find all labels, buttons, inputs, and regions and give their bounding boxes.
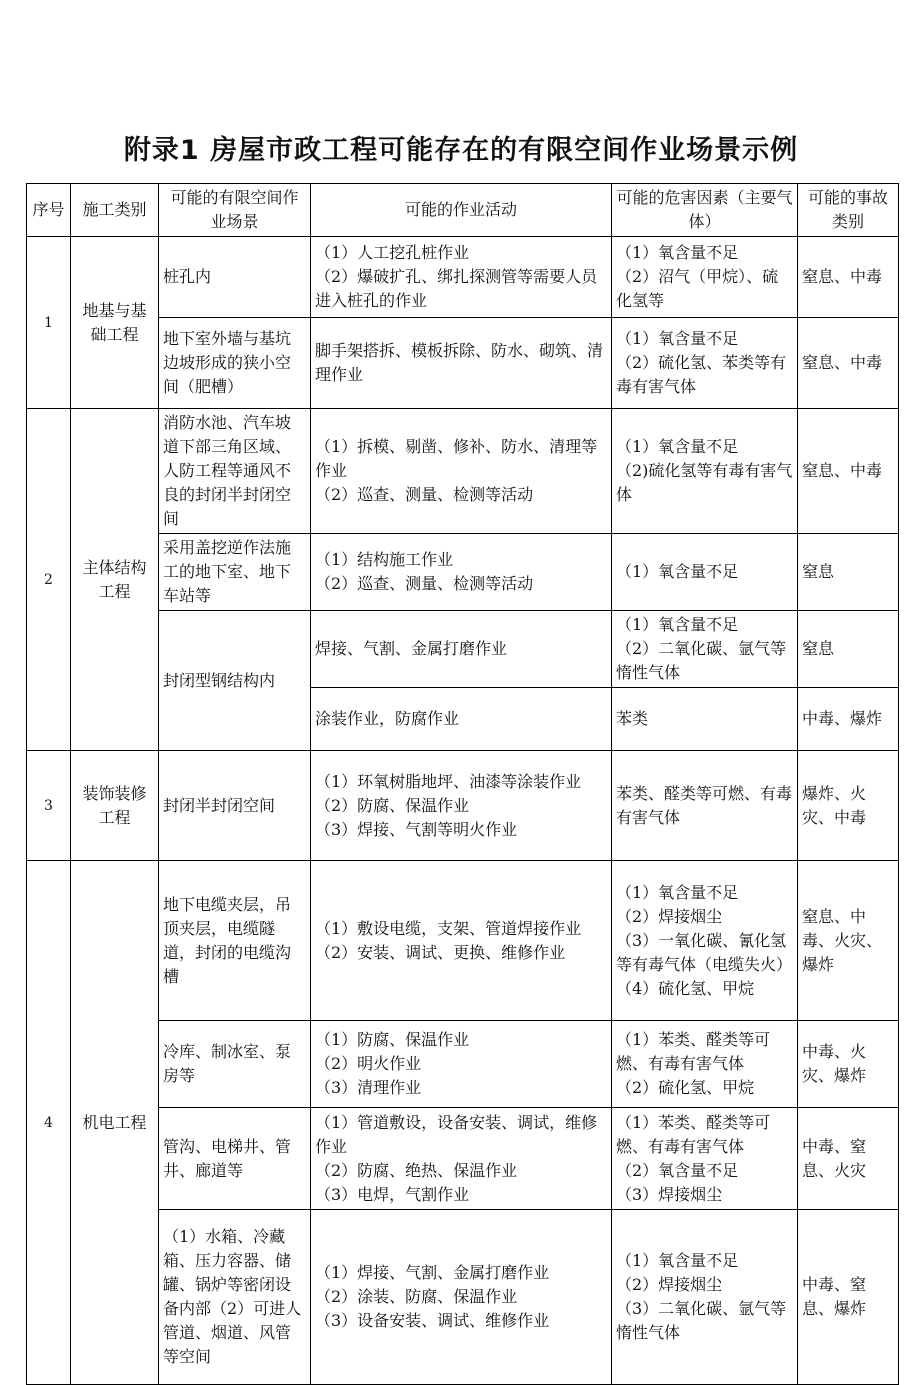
row-accident: 窒息、中毒	[798, 318, 899, 409]
row-scene: 消防水池、汽车坡道下部三角区域、人防工程等通风不良的封闭半封闭空间	[159, 409, 311, 534]
activity-line: （2）爆破扩孔、绑扎探测管等需要人员进入桩孔的作业	[315, 267, 598, 310]
row-scene: 地下电缆夹层，吊顶夹层，电缆隧道，封闭的电缆沟槽	[159, 861, 311, 1021]
row-accident: 窒息	[798, 534, 899, 611]
activity-line: （3）电焊，气割作业	[315, 1184, 470, 1204]
row-hazard	[612, 1108, 798, 1210]
activity-line: （1）环氧树脂地坪、油漆等涂装作业	[315, 771, 582, 791]
row-hazard	[612, 751, 798, 861]
hazard-line: （1）氧含量不足	[616, 562, 739, 581]
activity-line: （2）防腐、保温作业	[315, 795, 470, 815]
row-activity	[311, 409, 612, 534]
row-hazard	[612, 409, 798, 534]
hazard-line: （1）苯类、醛类等可燃、有毒有害气体	[616, 1030, 771, 1073]
hazard-line: （3）焊接烟尘	[616, 1184, 723, 1204]
row-scene: 封闭型钢结构内	[159, 611, 311, 751]
row-hazard	[612, 1021, 798, 1108]
row-activity	[311, 751, 612, 861]
hazard-line: （4）硫化氢、甲烷	[616, 978, 755, 998]
table-row	[27, 237, 899, 318]
table-row	[27, 861, 899, 1021]
activity-line: （3）清理作业	[315, 1078, 422, 1097]
row-activity	[311, 1021, 612, 1108]
activity-line: （2）明火作业	[315, 1054, 422, 1073]
row-hazard	[612, 688, 798, 751]
activity-line: （1）管道敷设，设备安装、调试，维修作业	[315, 1112, 598, 1156]
row-seq: 3	[27, 751, 71, 861]
hazard-line: （1）氧含量不足	[616, 615, 739, 634]
header-hazard: 可能的危害因素（主要气体）	[612, 184, 798, 237]
activity-line: （1）结构施工作业	[315, 550, 454, 569]
table-row	[27, 409, 899, 534]
activity-line: （1）拆模、剔凿、修补、防水、清理等作业	[315, 437, 598, 480]
activity-line: （3）焊接、气割等明火作业	[315, 819, 518, 839]
row-hazard	[612, 237, 798, 318]
header-activity: 可能的作业活动	[311, 184, 612, 237]
row-seq: 1	[27, 237, 71, 409]
hazard-line: （1）氧含量不足	[616, 437, 739, 456]
row-accident: 中毒、爆炸	[798, 688, 899, 751]
row-hazard	[612, 1210, 798, 1385]
row-hazard	[612, 318, 798, 409]
row-scene: 地下室外墙与基坑边坡形成的狭小空间（肥槽）	[159, 318, 311, 409]
row-hazard	[612, 534, 798, 611]
row-scene: 冷库、制冰室、泵房等	[159, 1021, 311, 1108]
hazard-line: 苯类	[616, 709, 649, 728]
hazard-line: （1）氧含量不足	[616, 882, 739, 902]
activity-line: （2）巡查、测量、检测等活动	[315, 485, 534, 504]
row-accident: 窒息、中毒	[798, 409, 899, 534]
hazard-line: （2）氧含量不足	[616, 1160, 739, 1180]
hazard-line: （2)硫化氢等有毒有害气体	[616, 461, 793, 504]
row-hazard	[612, 861, 798, 1021]
row-scene: 桩孔内	[159, 237, 311, 318]
scenario-table	[26, 183, 899, 1385]
row-activity	[311, 611, 612, 688]
activity-line: （2）防腐、绝热、保温作业	[315, 1160, 518, 1180]
row-scene: （1）水箱、冷藏箱、压力容器、储罐、锅炉等密闭设备内部（2）可进人管道、烟道、风管等空间	[159, 1210, 311, 1385]
row-activity	[311, 1108, 612, 1210]
hazard-line: （1）氧含量不足	[616, 329, 739, 348]
activity-line: （2）巡查、测量、检测等活动	[315, 574, 534, 593]
hazard-line: （2）硫化氢、苯类等有毒有害气体	[616, 353, 787, 396]
row-category: 主体结构工程	[71, 409, 159, 751]
row-activity	[311, 688, 612, 751]
header-scene: 可能的有限空间作业场景	[159, 184, 311, 237]
hazard-line: （1）氧含量不足	[616, 1251, 739, 1270]
row-category: 地基与基础工程	[71, 237, 159, 409]
table-header-row	[27, 184, 899, 237]
hazard-line: （2）硫化氢、甲烷	[616, 1078, 755, 1097]
activity-line: 涂装作业，防腐作业	[315, 709, 460, 728]
row-accident: 窒息、中毒、火灾、爆炸	[798, 861, 899, 1021]
hazard-line: 苯类、醛类等可燃、有毒有害气体	[616, 783, 793, 827]
hazard-line: （3）二氧化碳、氩气等惰性气体	[616, 1299, 787, 1342]
row-seq: 2	[27, 409, 71, 751]
activity-line: （1）防腐、保温作业	[315, 1030, 470, 1049]
row-accident: 爆炸、火灾、中毒	[798, 751, 899, 861]
activity-line: 焊接、气割、金属打磨作业	[315, 639, 508, 658]
activity-line: （3）设备安装、调试、维修作业	[315, 1311, 550, 1330]
row-activity	[311, 861, 612, 1021]
row-accident: 窒息	[798, 611, 899, 688]
hazard-line: （1）氧含量不足	[616, 243, 739, 262]
page-title: 附录1 房屋市政工程可能存在的有限空间作业场景示例	[123, 135, 799, 166]
activity-line: 脚手架搭拆、模板拆除、防水、砌筑、清理作业	[315, 341, 604, 384]
row-activity	[311, 237, 612, 318]
activity-line: （1）人工挖孔桩作业	[315, 243, 470, 262]
activity-line: （1）焊接、气割、金属打磨作业	[315, 1263, 550, 1282]
row-category: 机电工程	[71, 861, 159, 1385]
row-accident: 中毒、火灾、爆炸	[798, 1021, 899, 1108]
header-seq: 序号	[27, 184, 71, 237]
row-scene: 管沟、电梯井、管井、廊道等	[159, 1108, 311, 1210]
hazard-line: （2）二氧化碳、氩气等惰性气体	[616, 639, 787, 682]
row-category: 装饰装修工程	[71, 751, 159, 861]
row-seq: 4	[27, 861, 71, 1385]
row-activity	[311, 1210, 612, 1385]
activity-line: （2）安装、调试、更换、维修作业	[315, 942, 566, 962]
activity-line: （1）敷设电缆，支架、管道焊接作业	[315, 918, 582, 938]
row-activity	[311, 318, 612, 409]
hazard-line: （2）焊接烟尘	[616, 1275, 723, 1294]
row-hazard	[612, 611, 798, 688]
activity-line: （2）涂装、防腐、保温作业	[315, 1287, 518, 1306]
hazard-line: （2）焊接烟尘	[616, 906, 723, 926]
header-category: 施工类别	[71, 184, 159, 237]
row-activity	[311, 534, 612, 611]
row-scene: 封闭半封闭空间	[159, 751, 311, 861]
row-scene: 采用盖挖逆作法施工的地下室、地下车站等	[159, 534, 311, 611]
header-accident: 可能的事故类别	[798, 184, 899, 237]
row-accident: 窒息、中毒	[798, 237, 899, 318]
table-row	[27, 751, 899, 861]
row-accident: 中毒、窒息、爆炸	[798, 1210, 899, 1385]
hazard-line: （2）沼气（甲烷）、硫化氢等	[616, 267, 779, 310]
hazard-line: （1）苯类、醛类等可燃、有毒有害气体	[616, 1112, 771, 1156]
row-accident: 中毒、窒息、火灾	[798, 1108, 899, 1210]
hazard-line: （3）一氧化碳、氰化氢等有毒气体（电缆失火）	[616, 930, 793, 974]
